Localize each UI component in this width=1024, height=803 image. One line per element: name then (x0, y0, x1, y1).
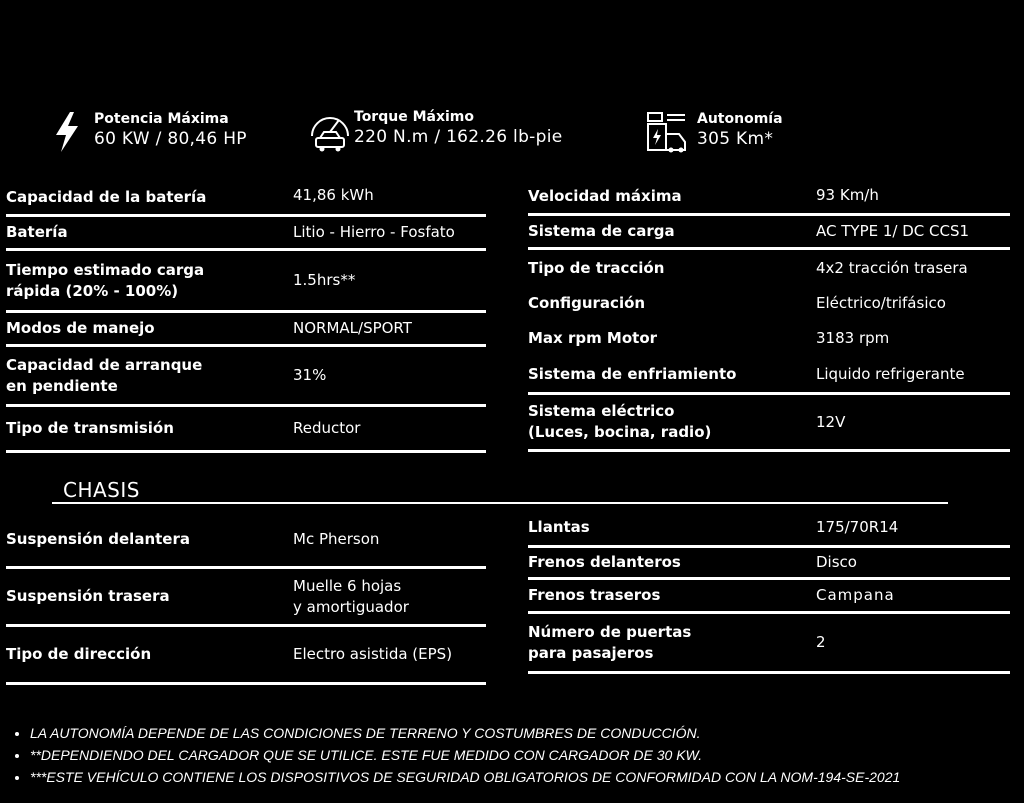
spec-value: Litio - Hierro - Fosfato (293, 223, 455, 241)
spec-value: Campana (816, 586, 895, 604)
spec-value: Reductor (293, 419, 361, 437)
highlight-value: 60 KW / 80,46 HP (94, 129, 247, 149)
table-row (6, 251, 486, 313)
spec-label: Batería (6, 223, 68, 241)
specs-left-table (6, 180, 486, 453)
spec-value: 41,86 kWh (293, 186, 374, 204)
spec-label: Tipo de dirección (6, 645, 152, 663)
table-row (6, 569, 486, 627)
highlight-title: Potencia Máxima (94, 111, 229, 127)
footnote: • ***ESTE VEHÍCULO CONTIENE LOS DISPOSITIVOS DE SEGURIDAD OBLIGATORIOS DE CONFORMIDAD CON LA NOM-194-SE-2021 (30, 766, 900, 788)
spec-value: Liquido refrigerante (816, 364, 965, 383)
lightning-icon (52, 110, 82, 158)
spec-label: Suspensión delantera (6, 529, 190, 548)
table-row (528, 216, 1010, 250)
spec-value: 4x2 tracción trasera (816, 258, 968, 277)
table-row (6, 407, 486, 453)
spec-value: 93 Km/h (816, 186, 879, 204)
table-row (528, 510, 1010, 545)
footnote: • **DEPENDIENDO DEL CARGADOR QUE SE UTILICE. ESTE FUE MEDIDO CON CARGADOR DE 30 KW. (30, 744, 900, 766)
spec-label: Sistema de enfriamiento (528, 364, 737, 383)
table-row (528, 250, 1010, 286)
section-divider (52, 502, 948, 504)
spec-label: Sistema eléctrico (Luces, bocina, radio) (528, 402, 712, 441)
table-row (528, 320, 1010, 356)
table-row (528, 392, 1010, 452)
table-row (6, 217, 486, 251)
battery-charger-icon (645, 110, 689, 158)
spec-value: 12V (816, 412, 846, 431)
spec-value: Electro asistida (EPS) (293, 645, 453, 663)
chasis-right-table (528, 510, 1010, 674)
highlight-autonomia (645, 110, 783, 158)
table-row (6, 180, 486, 217)
highlight-value: 220 N.m / 162.26 lb-pie (354, 127, 563, 147)
highlight-title: Autonomía (697, 111, 783, 127)
highlight-title: Torque Máximo (354, 109, 474, 125)
table-row (528, 580, 1010, 614)
spec-label: Modos de manejo (6, 319, 155, 337)
spec-value: NORMAL/SPORT (293, 319, 412, 337)
spec-value: 175/70R14 (816, 518, 899, 536)
table-row (528, 356, 1010, 392)
table-row (528, 614, 1010, 674)
speedometer-car-icon (308, 108, 352, 158)
spec-label: Llantas (528, 518, 590, 536)
table-row (528, 180, 1010, 216)
spec-label: Tipo de tracción (528, 258, 665, 277)
spec-label: Capacidad de arranque en pendiente (6, 355, 203, 395)
table-row (528, 545, 1010, 580)
specs-right-table (528, 180, 1010, 452)
spec-value: Muelle 6 hojas y amortiguador (293, 576, 409, 616)
spec-label: Tipo de transmisión (6, 419, 174, 437)
spec-value: 31% (293, 366, 327, 384)
spec-label: Tiempo estimado carga rápida (20% - 100%) (6, 260, 205, 300)
highlight-potencia (52, 110, 247, 158)
spec-value: 3183 rpm (816, 328, 890, 347)
table-row (6, 627, 486, 685)
table-row (6, 347, 486, 407)
footnote: • LA AUTONOMÍA DEPENDE DE LAS CONDICIONES DE TERRENO Y COSTUMBRES DE CONDUCCIÓN. (30, 722, 900, 744)
spec-value: Disco (816, 553, 857, 571)
highlight-value: 305 Km* (697, 129, 774, 149)
spec-value: 1.5hrs** (293, 271, 356, 289)
spec-value: Mc Pherson (293, 529, 380, 548)
spec-label: Capacidad de la batería (6, 187, 207, 206)
spec-label: Max rpm Motor (528, 328, 658, 347)
spec-value: AC TYPE 1/ DC CCS1 (816, 222, 970, 240)
spec-value: Eléctrico/trifásico (816, 293, 946, 312)
chasis-left-table (6, 512, 486, 685)
table-row (528, 286, 1010, 320)
spec-label: Configuración (528, 293, 646, 312)
section-title-chasis: CHASIS (63, 478, 140, 502)
spec-label: Número de puertas para pasajeros (528, 622, 692, 662)
table-row (6, 313, 486, 347)
table-row (6, 512, 486, 569)
spec-label: Sistema de carga (528, 222, 675, 240)
spec-label: Frenos traseros (528, 586, 661, 604)
footnotes (10, 722, 900, 788)
spec-label: Frenos delanteros (528, 553, 681, 571)
highlight-torque (308, 108, 562, 158)
spec-label: Suspensión trasera (6, 587, 170, 605)
spec-value: 2 (816, 633, 826, 651)
spec-label: Velocidad máxima (528, 187, 682, 205)
